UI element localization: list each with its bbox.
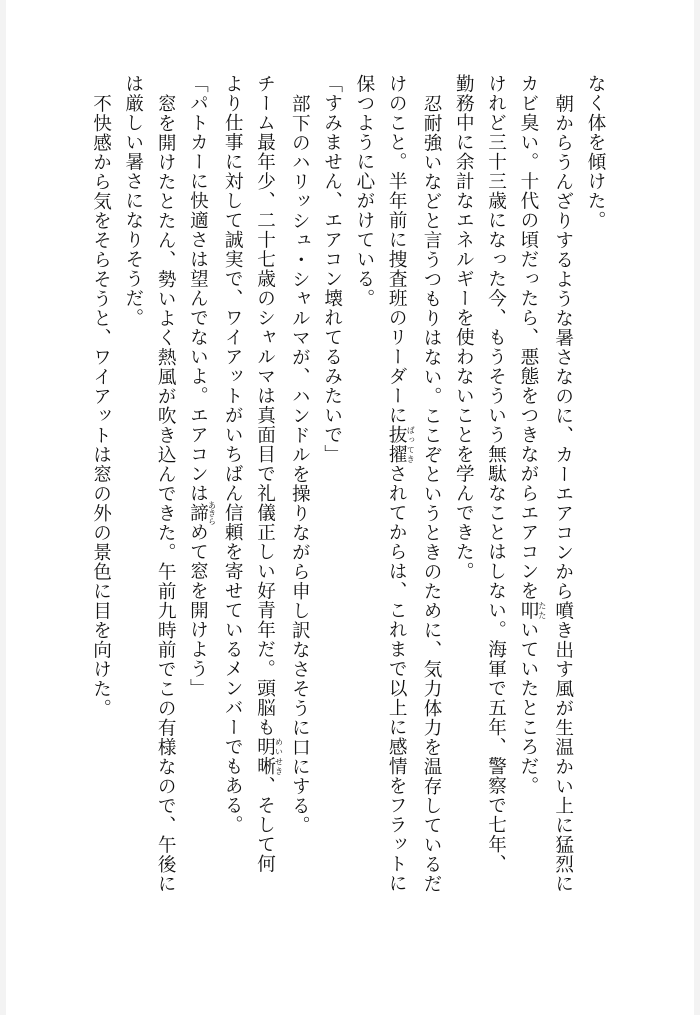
text-line (181, 74, 216, 944)
text-line: 勤務中に余計なエネルギーを使わないことを学んできた。 (453, 74, 475, 581)
text-line: 朝からうんざりするような暑さなのに、カーエアコンから噴き出す風が生温かい上に猛烈に (552, 93, 574, 894)
text-line: なく体を傾けた。 (585, 74, 606, 230)
text-segment: されてからは、これまで以上に感情をフラットに (386, 464, 408, 893)
furigana-word: 諦 あきら (187, 500, 217, 525)
text-line: 不快感から気をそらそうと、ワイアットは窓の外の景色に目を向けた。 (90, 93, 112, 718)
text-line: けれど三十三歳になった今、もうそういう無駄なことはしない。海軍で五年、警察で七年、 (485, 74, 507, 874)
text-segment: 「パトカーに快適さは望んでないよ。エアコンは (187, 74, 209, 503)
text-segment: チーム最年少、二十七歳のシャルマは真面目で礼儀正しい好青年だ。頭脳も (254, 74, 276, 737)
text-line: は厳しい暑さになりそうだ。 (122, 74, 144, 328)
text-segment: けのこと。半年前に捜査班のリーダーに (386, 74, 408, 425)
text-segment: カビ臭い。十代の頃だったら、悪態をつきながらエアコンを (517, 74, 539, 601)
text-line: より仕事に対して誠実で、ワイアットがいちばん信頼を寄せているメンバーでもある。 (222, 74, 244, 835)
text-line (380, 74, 415, 944)
furigana-reading: めいせき (274, 737, 284, 776)
furigana-reading: ばってき (406, 425, 416, 464)
vertical-text-body (84, 74, 611, 944)
text-line: 「すみません、エアコン壊れてるみたいで」 (321, 74, 343, 464)
text-segment: 、そして何 (254, 776, 276, 874)
text-line: 保つように心がけている。 (353, 74, 375, 308)
furigana-reading: あきら (207, 500, 217, 525)
text-line (512, 74, 547, 944)
furigana-reading: たた (537, 600, 547, 620)
furigana-word: 叩 たた (517, 600, 547, 620)
text-segment: いていたところだ。 (517, 620, 539, 796)
text-segment: めて窓を開けよう」 (187, 522, 209, 698)
furigana-word: 明晰 めいせき (254, 737, 284, 776)
furigana-word: 抜擢 ばってき (386, 425, 416, 464)
text-line (248, 74, 283, 944)
text-line: 忍耐強いなどと言うつもりはない。ここぞというときのために、気力体力を温存しているだ (421, 93, 443, 894)
text-line: 部下のハリッシュ・シャルマが、ハンドルを操りながら申し訳なさそうに口にする。 (289, 93, 311, 835)
text-line: 窓を開けたとたん、勢いよく熱風が吹き込んできた。午前九時前でこの有様なので、午後に (155, 93, 177, 894)
